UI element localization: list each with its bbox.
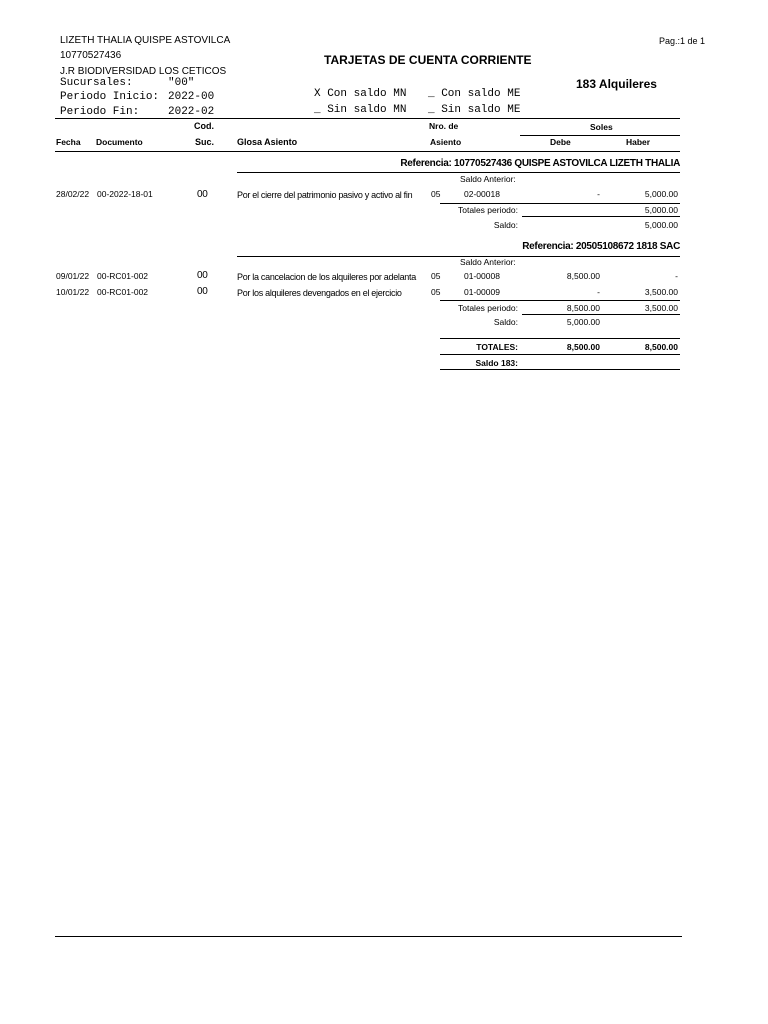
row-documento: 00-2022-18-01 bbox=[97, 189, 153, 199]
totales-rule bbox=[440, 203, 680, 204]
saldo-rule bbox=[522, 216, 680, 217]
option-sin-saldo-me: _ Sin saldo ME bbox=[428, 104, 521, 116]
row-documento: 00-RC01-002 bbox=[97, 287, 149, 297]
row-glosa: Por los alquileres devengados en el ejercicio bbox=[237, 288, 402, 298]
col-documento: Documento bbox=[96, 137, 143, 147]
footer-rule bbox=[55, 936, 682, 937]
grand-totals-label: TOTALES: bbox=[476, 342, 518, 352]
company-subtitle: J.R BIODIVERSIDAD LOS CETICOS bbox=[60, 66, 227, 77]
grand-totals-top-rule bbox=[440, 338, 680, 339]
row-libro: 05 bbox=[431, 287, 441, 297]
col-debe: Debe bbox=[550, 137, 571, 147]
grand-totals-bottom-rule bbox=[440, 369, 680, 370]
col-cod: Cod. bbox=[194, 121, 214, 131]
saldo-anterior-label: Saldo Anterior: bbox=[460, 174, 516, 184]
row-haber: 5,000.00 bbox=[644, 189, 678, 199]
saldo-183-label: Saldo 183: bbox=[475, 358, 518, 368]
header-bottom-rule bbox=[55, 151, 680, 152]
saldo-label: Saldo: bbox=[493, 220, 518, 230]
col-asiento: Asiento bbox=[430, 137, 462, 147]
row-debe: - bbox=[597, 287, 600, 297]
row-documento: 00-RC01-002 bbox=[97, 271, 149, 281]
option-con-saldo-mn: X Con saldo MN bbox=[314, 88, 407, 100]
page-indicator: Pag.:1 de 1 bbox=[658, 36, 705, 46]
grand-totals-haber: 8,500.00 bbox=[644, 342, 678, 352]
totales-label: Totales periodo: bbox=[457, 303, 518, 313]
section-referencia: Referencia: 10770527436 QUISPE ASTOVILCA LIZETH THALIA bbox=[400, 158, 680, 169]
option-con-saldo-me: _ Con saldo ME bbox=[428, 88, 521, 100]
saldo-haber: 5,000.00 bbox=[644, 220, 678, 230]
section-referencia: Referencia: 20505108672 1818 SAC bbox=[522, 241, 680, 252]
saldo-anterior-label: Saldo Anterior: bbox=[460, 257, 516, 267]
row-haber: - bbox=[675, 271, 678, 281]
grand-totals-mid-rule bbox=[440, 354, 680, 355]
row-asiento: 01-00008 bbox=[464, 271, 500, 281]
row-fecha: 28/02/22 bbox=[56, 189, 90, 199]
col-glosa: Glosa Asiento bbox=[237, 137, 298, 147]
row-suc: 00 bbox=[197, 189, 208, 200]
row-libro: 05 bbox=[431, 189, 441, 199]
totales-rule bbox=[440, 300, 680, 301]
row-haber: 3,500.00 bbox=[644, 287, 678, 297]
row-suc: 00 bbox=[197, 270, 208, 281]
col-soles: Soles bbox=[590, 122, 613, 132]
company-ruc: 10770527436 bbox=[60, 50, 122, 61]
company-name: LIZETH THALIA QUISPE ASTOVILCA bbox=[60, 35, 231, 46]
grand-totals-debe: 8,500.00 bbox=[566, 342, 600, 352]
periodo-inicio-value: 2022-00 bbox=[168, 91, 215, 103]
col-nro-de: Nro. de bbox=[429, 121, 459, 131]
saldo-label: Saldo: bbox=[493, 317, 518, 327]
periodo-fin-label: Periodo Fin: bbox=[60, 106, 140, 118]
row-fecha: 10/01/22 bbox=[56, 287, 90, 297]
row-debe: - bbox=[597, 189, 600, 199]
report-title: TARJETAS DE CUENTA CORRIENTE bbox=[324, 53, 532, 67]
header-top-rule bbox=[55, 118, 680, 119]
row-suc: 00 bbox=[197, 286, 208, 297]
account-name: 183 Alquileres bbox=[576, 77, 657, 91]
section-rule bbox=[237, 256, 680, 257]
saldo-rule bbox=[522, 314, 680, 315]
saldo-debe: 5,000.00 bbox=[566, 317, 600, 327]
row-asiento: 02-00018 bbox=[464, 189, 500, 199]
row-asiento: 01-00009 bbox=[464, 287, 500, 297]
section-rule bbox=[237, 172, 680, 173]
periodo-fin-value: 2022-02 bbox=[168, 106, 215, 118]
soles-rule bbox=[520, 135, 680, 136]
totales-label: Totales periodo: bbox=[457, 205, 518, 215]
totales-debe: 8,500.00 bbox=[566, 303, 600, 313]
row-debe: 8,500.00 bbox=[566, 271, 600, 281]
row-fecha: 09/01/22 bbox=[56, 271, 90, 281]
col-haber: Haber bbox=[626, 137, 651, 147]
totales-haber: 5,000.00 bbox=[644, 205, 678, 215]
option-sin-saldo-mn: _ Sin saldo MN bbox=[314, 104, 407, 116]
totales-haber: 3,500.00 bbox=[644, 303, 678, 313]
sucursales-label: Sucursales: bbox=[60, 77, 133, 89]
sucursales-value: "00" bbox=[168, 77, 195, 89]
row-libro: 05 bbox=[431, 271, 441, 281]
periodo-inicio-label: Periodo Inicio: bbox=[60, 91, 160, 103]
row-glosa: Por el cierre del patrimonio pasivo y activo al fin bbox=[237, 190, 413, 200]
col-suc: Suc. bbox=[195, 137, 215, 147]
row-glosa: Por la cancelacion de los alquileres por adelanta bbox=[237, 272, 416, 282]
col-fecha: Fecha bbox=[56, 137, 81, 147]
